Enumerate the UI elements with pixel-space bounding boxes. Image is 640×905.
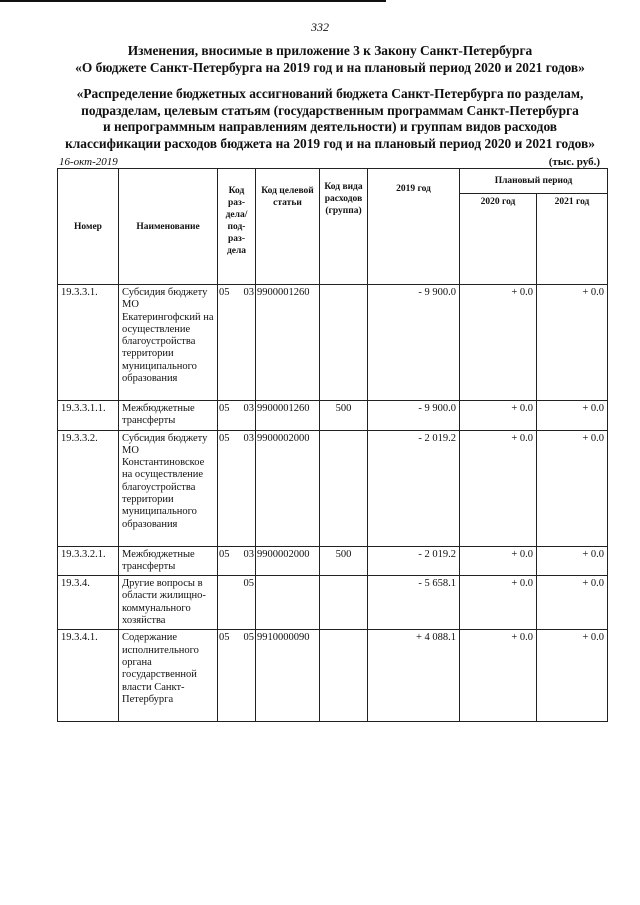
table-body: [58, 285, 608, 722]
row-section-code: [218, 576, 256, 630]
title-line: «О бюджете Санкт-Петербурга на 2019 год и на плановый период 2020 и 2021 годов»: [75, 60, 585, 75]
title-line: Изменения, вносимые в приложение 3 к Закону Санкт-Петербурга: [127, 43, 533, 58]
row-name: Содержание исполнительного органа государственной власти Санкт-Петербурга: [119, 630, 218, 722]
row-value-2019: - 9 900.0: [368, 285, 460, 401]
subtitle-line: «Распределение бюджетных ассигнований бюджета Санкт-Петербурга по разделам,: [76, 86, 584, 101]
top-rule: [0, 0, 386, 2]
row-section-code: [218, 630, 256, 722]
row-value-2021: + 0.0: [537, 285, 608, 401]
page-number: 332: [311, 20, 329, 34]
row-target-code: 9900001260: [256, 285, 320, 401]
subsection-code: 05: [243, 632, 254, 644]
row-target-code: 9900002000: [256, 546, 320, 576]
row-value-2021: + 0.0: [537, 576, 608, 630]
subsection-code: 03: [243, 403, 254, 414]
section-code: 05: [219, 548, 230, 560]
subsection-code: 03: [243, 548, 254, 560]
header-target: Код целевой статьи: [256, 169, 320, 285]
row-number: 19.3.3.2.: [58, 430, 119, 546]
row-number: 19.3.3.1.1.: [58, 401, 119, 431]
row-value-2019: - 9 900.0: [368, 401, 460, 431]
row-group-code: [320, 285, 368, 401]
header-section: Код раз-дела/ под-раз-дела: [218, 169, 256, 285]
subsection-code: 03: [243, 287, 254, 298]
row-name: Субсидия бюджету МО Константиновское на осуществление благоустройства территории муниципального образования: [119, 430, 218, 546]
header-name: Наименование: [119, 169, 218, 285]
table-row: [58, 630, 608, 722]
document-subtitle: [40, 86, 620, 152]
header-2019: 2019 год: [368, 169, 460, 285]
document-title: [40, 42, 620, 76]
row-name: Другие вопросы в области жилищно-коммунального хозяйства: [119, 576, 218, 630]
row-name: Межбюджетные трансферты: [119, 546, 218, 576]
row-group-code: [320, 576, 368, 630]
header-group: Код вида расходов (группа): [320, 169, 368, 285]
row-value-2020: + 0.0: [460, 546, 537, 576]
row-value-2020: + 0.0: [460, 630, 537, 722]
row-target-code: [256, 576, 320, 630]
row-value-2020: + 0.0: [460, 576, 537, 630]
subtitle-line: и непрограммным направлениям деятельности) и группам видов расходов: [102, 119, 558, 134]
subsection-code: 03: [243, 432, 254, 444]
row-value-2021: + 0.0: [537, 401, 608, 431]
row-number: 19.3.3.2.1.: [58, 546, 119, 576]
row-section-code: [218, 546, 256, 576]
row-value-2021: + 0.0: [537, 546, 608, 576]
subtitle-line: классификации расходов бюджета на 2019 год и на плановый период 2020 и 2021 годов»: [65, 135, 595, 151]
header-2020: 2020 год: [460, 194, 537, 285]
row-target-code: 9900002000: [256, 430, 320, 546]
table-row: [58, 285, 608, 401]
row-section-code: [218, 430, 256, 546]
row-section-code: [218, 401, 256, 431]
row-group-code: 500: [320, 546, 368, 576]
row-value-2021: + 0.0: [537, 630, 608, 722]
subtitle-line: подразделам, целевым статьям (государственным программам Санкт-Петербурга: [81, 102, 579, 118]
row-group-code: [320, 430, 368, 546]
section-code: 05: [219, 403, 230, 414]
row-value-2019: - 2 019.2: [368, 430, 460, 546]
section-code: 05: [219, 432, 230, 444]
row-value-2020: + 0.0: [460, 285, 537, 401]
row-value-2019: - 5 658.1: [368, 576, 460, 630]
table-row: [58, 401, 608, 431]
row-value-2020: + 0.0: [460, 401, 537, 431]
units-label: (тыс. руб.): [548, 156, 600, 168]
document-date: 16-окт-2019: [59, 156, 118, 168]
row-value-2019: - 2 019.2: [368, 546, 460, 576]
table-row: [58, 546, 608, 576]
row-name: Субсидия бюджету МО Екатерингофский на осуществление благоустройства территории муниципального образования: [119, 285, 218, 401]
header-2021: 2021 год: [537, 194, 608, 285]
table-row: [58, 430, 608, 546]
section-code: 05: [219, 287, 230, 298]
row-target-code: 9900001260: [256, 401, 320, 431]
row-value-2020: + 0.0: [460, 430, 537, 546]
row-number: 19.3.3.1.: [58, 285, 119, 401]
row-target-code: 9910000090: [256, 630, 320, 722]
row-value-2019: + 4 088.1: [368, 630, 460, 722]
row-number: 19.3.4.1.: [58, 630, 119, 722]
row-number: 19.3.4.: [58, 576, 119, 630]
row-group-code: 500: [320, 401, 368, 431]
row-section-code: [218, 285, 256, 401]
header-planned: Плановый период: [460, 169, 608, 194]
section-code: 05: [219, 632, 230, 644]
header-number: Номер: [58, 169, 119, 285]
row-name: Межбюджетные трансферты: [119, 401, 218, 431]
row-value-2021: + 0.0: [537, 430, 608, 546]
row-group-code: [320, 630, 368, 722]
table-row: [58, 576, 608, 630]
subsection-code: 05: [243, 578, 254, 590]
budget-table: [57, 168, 608, 722]
